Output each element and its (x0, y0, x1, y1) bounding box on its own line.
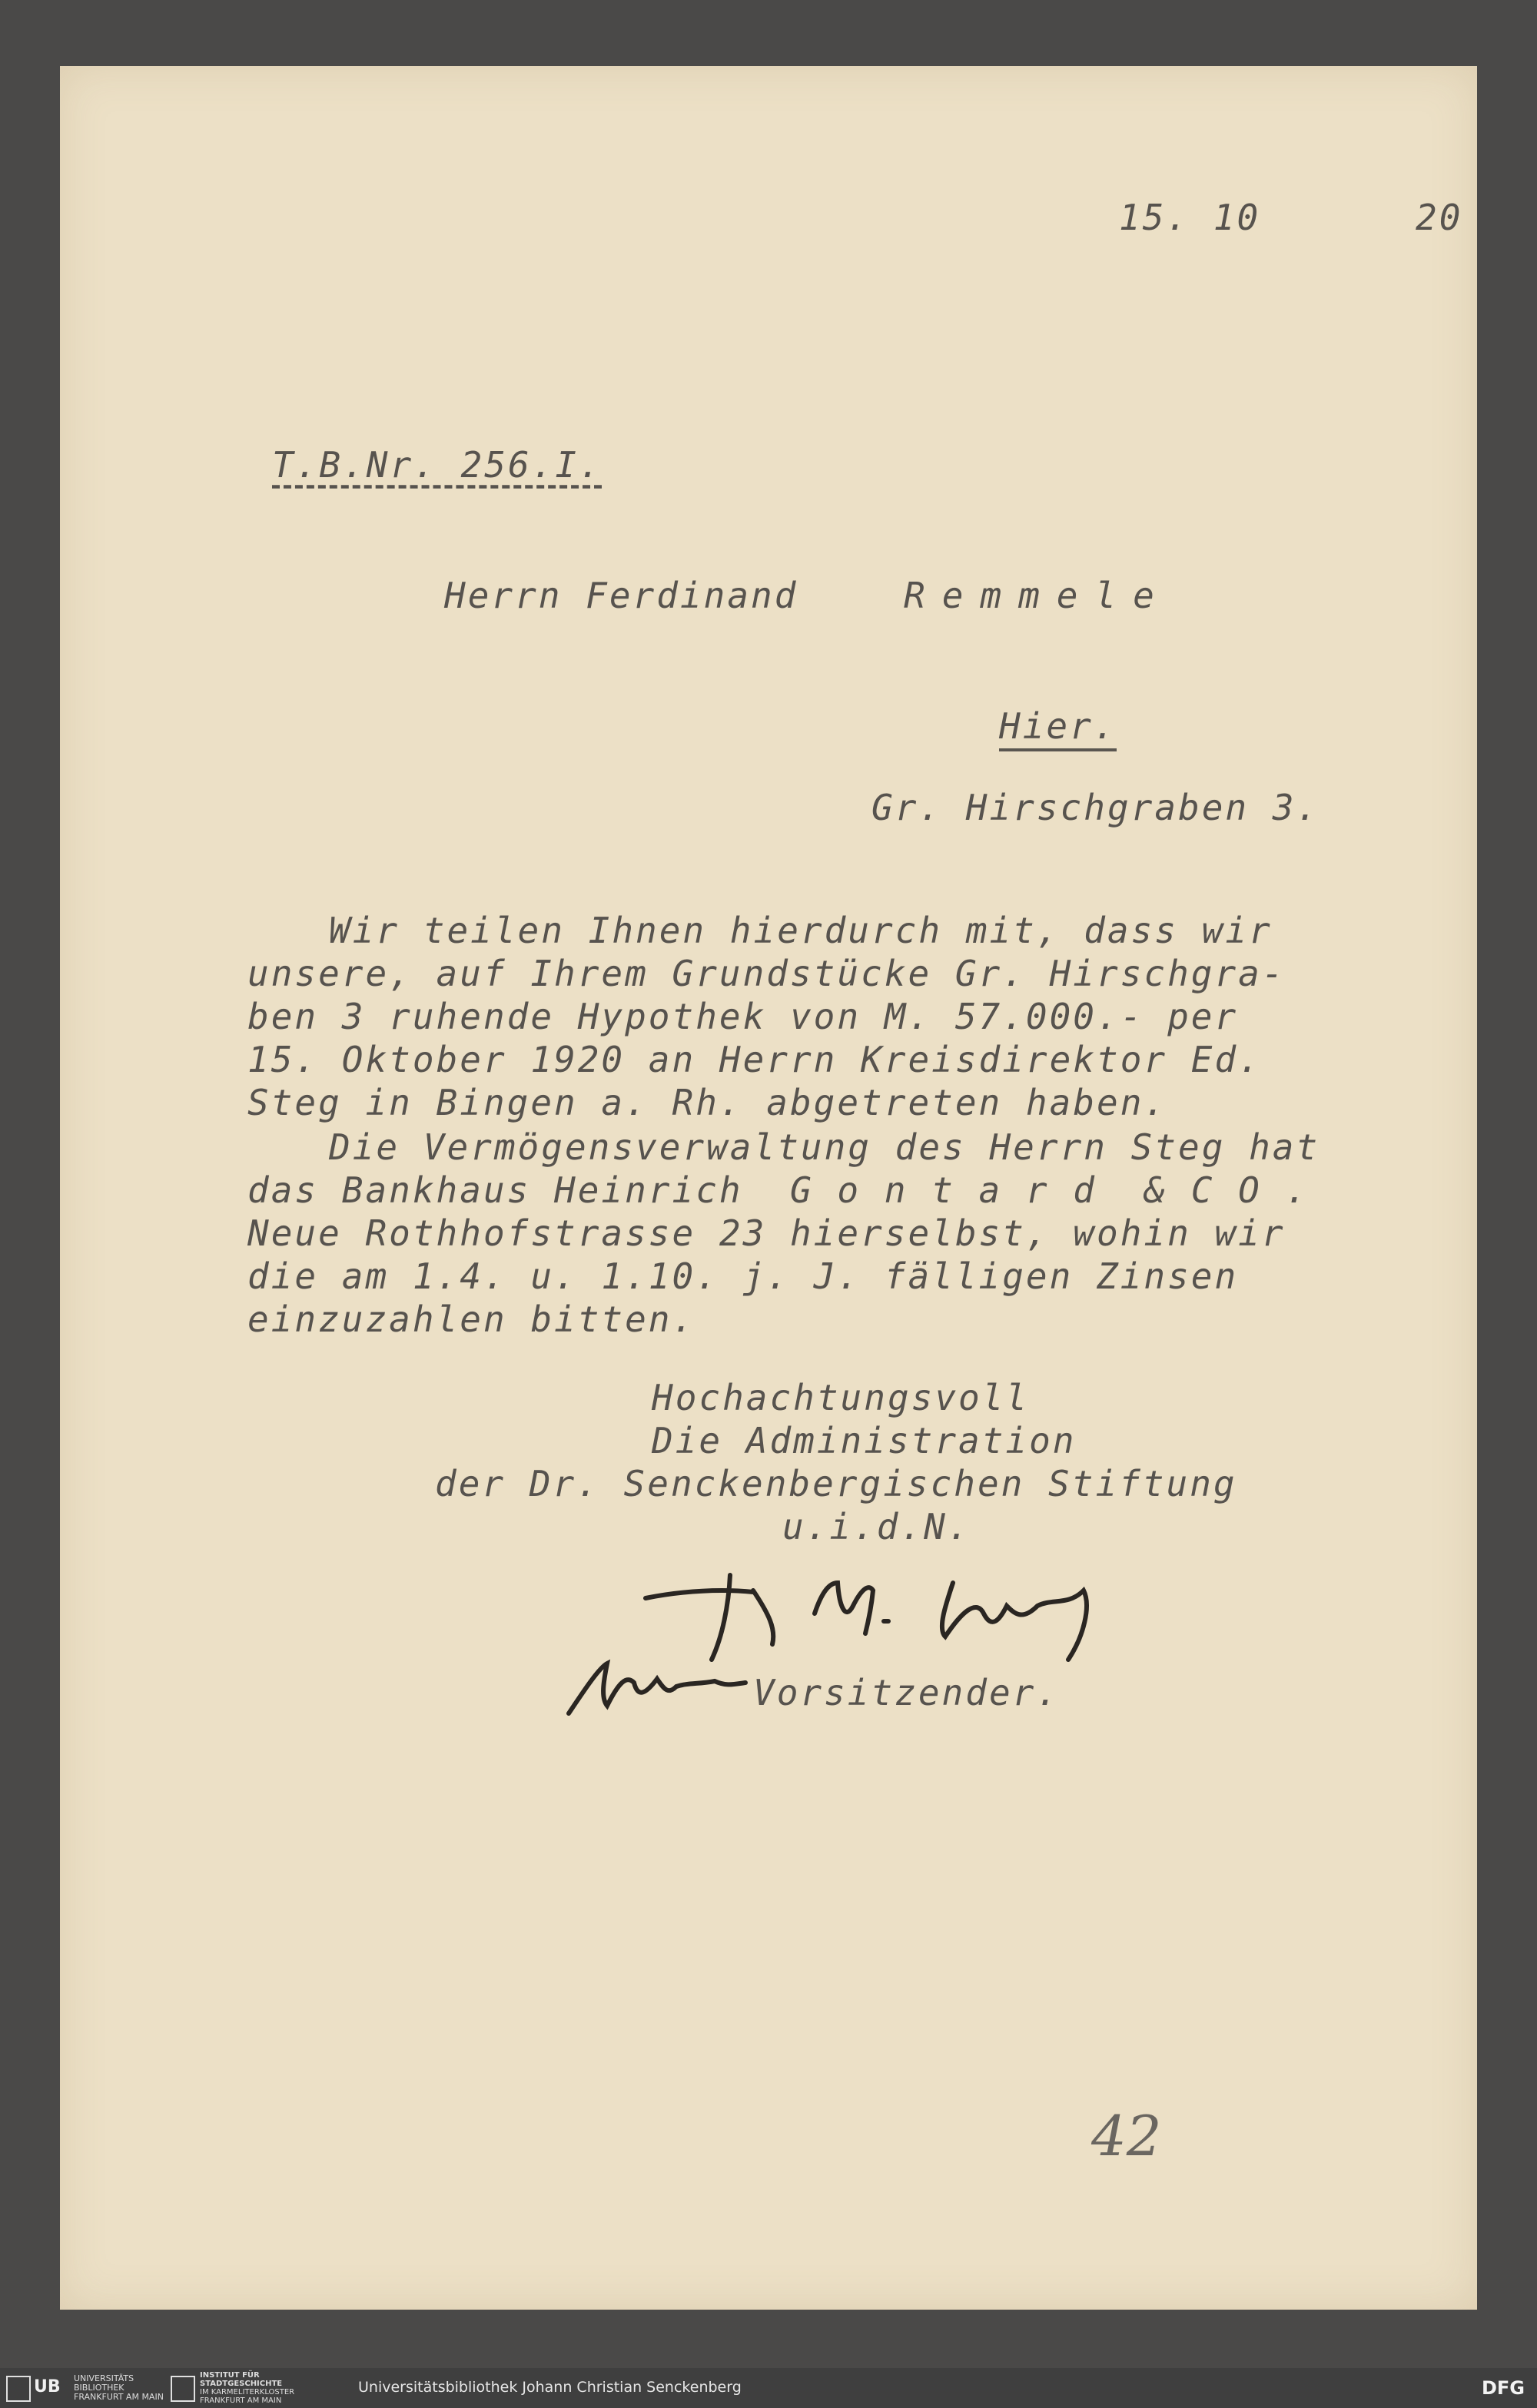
closing-greeting: Hochachtungsvoll (652, 1377, 1030, 1418)
ub-name (74, 2374, 164, 2402)
isg-name-line: FRANKFURT AM MAIN (200, 2396, 282, 2405)
closing-administration: Die Administration (652, 1420, 1077, 1461)
isg-name-line: INSTITUT FÜR (200, 2371, 260, 2380)
body-line: unsere, auf Ihrem Grundstücke Gr. Hirschgra- (247, 953, 1286, 994)
ub-name-line: BIBLIOTHEK (74, 2383, 124, 2393)
dfg-logo: DFG (1481, 2377, 1525, 2399)
page-number: 42 (1091, 2104, 1162, 2168)
body-line: Wir teilen Ihnen hierdurch mit, dass wir (329, 910, 1273, 951)
isg-name-line: IM KARMELITERKLOSTER (200, 2388, 295, 2396)
recipient-street: Gr. Hirschgraben 3. (871, 787, 1320, 828)
handwritten-signature (638, 1560, 1114, 1667)
isg-name (200, 2371, 294, 2405)
ub-name-line: FRANKFURT AM MAIN (74, 2392, 164, 2402)
date-day-month: 15. 10 (1119, 197, 1261, 238)
recipient-surname: Remmele (904, 575, 1171, 616)
body-line: Neue Rothhofstrasse 23 hierselbst, wohin wir (247, 1212, 1286, 1254)
isg-name-line: STADTGESCHICHTE (200, 2380, 283, 2388)
body-line: ben 3 ruhende Hypothek von M. 57.000.- per (247, 996, 1239, 1037)
footer-bar (0, 2368, 1537, 2408)
ub-name-line: UNIVERSITÄTS (74, 2373, 134, 2383)
ub-logo: UB (34, 2377, 61, 2396)
library-name: Universitätsbibliothek Johann Christian Senckenberg (358, 2379, 742, 2396)
signatory-title: Vorsitzender. (753, 1672, 1061, 1713)
body-line: das Bankhaus Heinrich G o n t a r d & C O . (247, 1169, 1310, 1211)
date-year: 20 (1416, 197, 1463, 238)
body-line: 15. Oktober 1920 an Herrn Kreisdirektor Ed. (247, 1039, 1262, 1080)
reference-number: T.B.Nr. 256.I. (272, 444, 603, 486)
ub-logo-icon (6, 2376, 31, 2402)
closing-abbrev: u.i.d.N. (782, 1506, 971, 1547)
body-line: Die Vermögensverwaltung des Herrn Steg hat (329, 1126, 1320, 1168)
recipient-name: Herrn Ferdinand (444, 575, 798, 616)
recipient-location: Hier. (999, 705, 1117, 751)
closing-foundation: der Dr. Senckenbergischen Stiftung (435, 1463, 1237, 1504)
body-line: die am 1.4. u. 1.10. j. J. fälligen Zinsen (247, 1255, 1239, 1297)
body-line: Steg in Bingen a. Rh. abgetreten haben. (247, 1082, 1168, 1123)
isg-logo-icon (171, 2376, 195, 2402)
body-line: einzuzahlen bitten. (247, 1299, 696, 1340)
handwritten-initials (561, 1652, 761, 1721)
